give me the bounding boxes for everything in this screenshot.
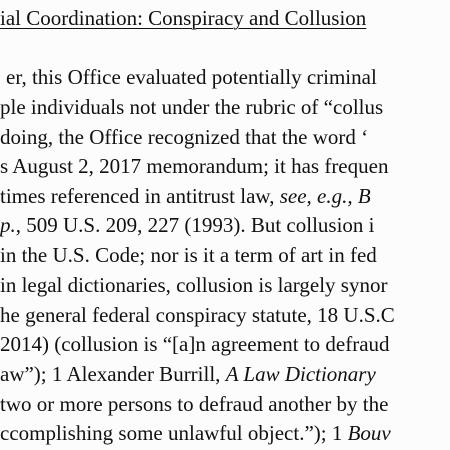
body-line-2: ple individuals not under the rubric of “collus — [0, 95, 384, 119]
body-line-12: two or more persons to defraud another by the — [0, 392, 389, 416]
section-heading: ial Coordination: Conspiracy and Collusion — [0, 6, 367, 30]
body-line-5-text: times referenced in antitrust law, — [0, 184, 280, 208]
body-line-8: in legal dictionaries, collusion is largely synor — [0, 273, 388, 297]
body-line-9: he general federal conspiracy statute, 18 U.S.C — [0, 303, 395, 327]
body-line-3: doing, the Office recognized that the word ‘ — [0, 125, 369, 149]
body-line-13-text: ccomplishing some unlawful object.”); 1 — [0, 421, 348, 445]
body-line-4: s August 2, 2017 memorandum; it has frequen — [0, 154, 389, 178]
body-line-11-text: aw”); 1 Alexander Burrill, — [0, 362, 226, 386]
body-line-6-case-name: p. — [0, 213, 16, 237]
body-line-6-text: , 509 U.S. 209, 227 (1993). But collusion i — [15, 213, 375, 237]
body-line-13 — [0, 421, 391, 445]
body-line-11-book-title: A Law Dictionary — [225, 362, 376, 386]
body-line-6 — [0, 213, 375, 237]
body-line-5-citation-signal: see, e.g., B — [279, 184, 371, 208]
body-line-13-book-title: Bouv — [347, 421, 391, 445]
body-line-7: in the U.S. Code; nor is it a term of art in fed — [0, 243, 377, 267]
body-line-1: er, this Office evaluated potentially criminal — [6, 65, 377, 89]
body-line-10: 2014) (collusion is “[a]n agreement to defraud — [0, 332, 390, 356]
body-line-11 — [0, 362, 376, 386]
body-line-5 — [0, 184, 371, 208]
